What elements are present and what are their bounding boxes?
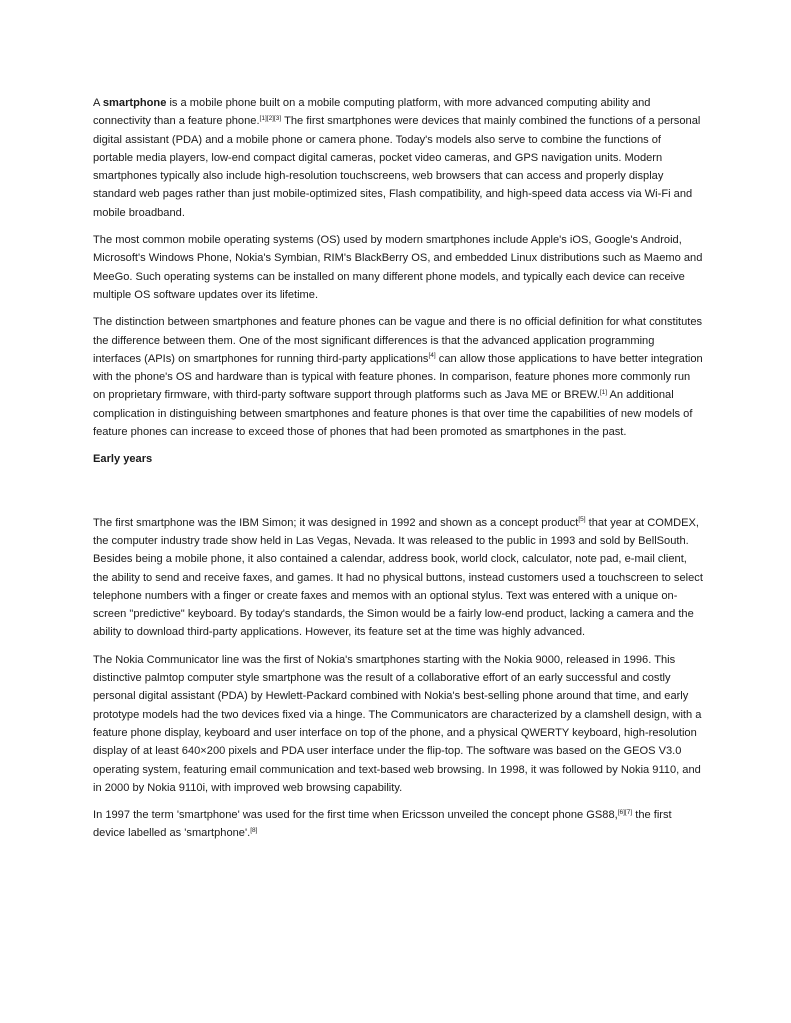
citation-link[interactable]: [6][7] [617, 808, 633, 816]
citation-link[interactable]: [4] [428, 352, 436, 360]
text-run: The first smartphone was the IBM Simon; it was designed in 1992 and shown as a concept product [93, 516, 579, 529]
section-heading: Early years [93, 453, 153, 466]
text-run: can allow those applications to have better integration with the phone's OS and hardware than is typical with feature phones. In comparison, feature phones more commonly run on proprietary firmware, with third-party software support through platforms such as Java ME or BREW. [93, 352, 703, 402]
os-paragraph [93, 231, 703, 304]
text-run: The distinction between smartphones and feature phones can be vague and there is no official definition for what constitutes the difference between them. One of the most significant differences is that the advanced application programming interfaces (APIs) on smartphones for running third-party applications [93, 316, 703, 365]
citation-link[interactable]: [8] [250, 826, 258, 834]
citation-link[interactable]: [5] [578, 516, 586, 524]
document-page [93, 94, 703, 852]
text-run: The first smartphones were devices that mainly combined the functions of a personal digital assistant (PDA) and a mobile phone or camera phone. Today's models also serve to combine the functions of portable media players, low-end compact digital cameras, pocket video cameras, and GPS navigation units. Modern smartphones typically also include high-resolution touchscreens, web browsers that can access and properly display standard web pages rather than just mobile-optimized sites, Flash compatibility, and high-speed data access via Wi-Fi and mobile broadband. [93, 115, 701, 219]
text-run: is a mobile phone built on a mobile computing platform, with more advanced computing ability and connectivity than a feature phone. [93, 97, 651, 128]
ericsson-paragraph [93, 806, 703, 843]
citation-link[interactable]: [1] [599, 388, 608, 396]
ibm-simon-paragraph [93, 514, 703, 642]
text-run: In 1997 the term 'smartphone' was used for the first time when Ericsson unveiled the concept phone GS88, [93, 809, 618, 822]
text-run: An additional complication in distinguishing between smartphones and feature phones is that over time the capabilities of new models of feature phones can increase to exceed those of phones that had been promoted as smartphones in the past. [93, 389, 693, 439]
nokia-paragraph [93, 651, 703, 797]
text-run: that year at COMDEX, the computer industry trade show held in Las Vegas, Nevada. It was released to the public in 1993 and sold by BellSouth. Besides being a mobile phone, it also contained a calendar, address book, world clock, calculator, note pad, e-mail client, the ability to send and receive faxes, and games. It had no physical buttons, instead customers used a touchscreen to select telephone numbers with a finger or create faxes and memos with an optional stylus. Text was entered with a unique on-screen "predictive" keyboard. By today's standards, the Simon would be a fairly low-end product, lacking a camera and the ability to download third-party applications. However, its feature set at the time was highly advanced. [93, 516, 703, 639]
citation-link[interactable]: [1][2][3] [259, 114, 282, 122]
text-run: The most common mobile operating systems (OS) used by modern smartphones include Apple's iOS, Google's Android, Microsoft's Windows Phone, Nokia's Symbian, RIM's BlackBerry OS, and embedded Linux distributions such as Maemo and MeeGo. Such operating systems can be installed on many different phone models, and typically each device can receive multiple OS software updates over its lifetime. [93, 234, 703, 301]
bold-term: smartphone [102, 97, 167, 109]
text-run: The Nokia Communicator line was the first of Nokia's smartphones starting with the Nokia 9000, released in 1996. This distinctive palmtop computer style smartphone was the result of a collaborative effort of an early successful and costly personal digital assistant (PDA) by Hewlett-Packard combined with Nokia's best-selling phone around that time, and early prototype models had the two devices fixed via a hinge. The Communicators are characterized by a clamshell design, with a feature phone display, keyboard and user interface on top of the phone, and a physical QWERTY keyboard, high-resolution display of at least 640×200 pixels and PDA user interface under the flip-top. The software was based on the GEOS V3.0 operating system, featuring email communication and text-based web browsing. In 1998, it was followed by Nokia 9110, and in 2000 by Nokia 9110i, with improved web browsing capability. [93, 653, 702, 794]
intro-paragraph [93, 94, 703, 222]
distinction-paragraph [93, 313, 703, 441]
text-run: the first device labelled as 'smartphone'. [93, 809, 672, 840]
text-run: A [93, 97, 103, 109]
